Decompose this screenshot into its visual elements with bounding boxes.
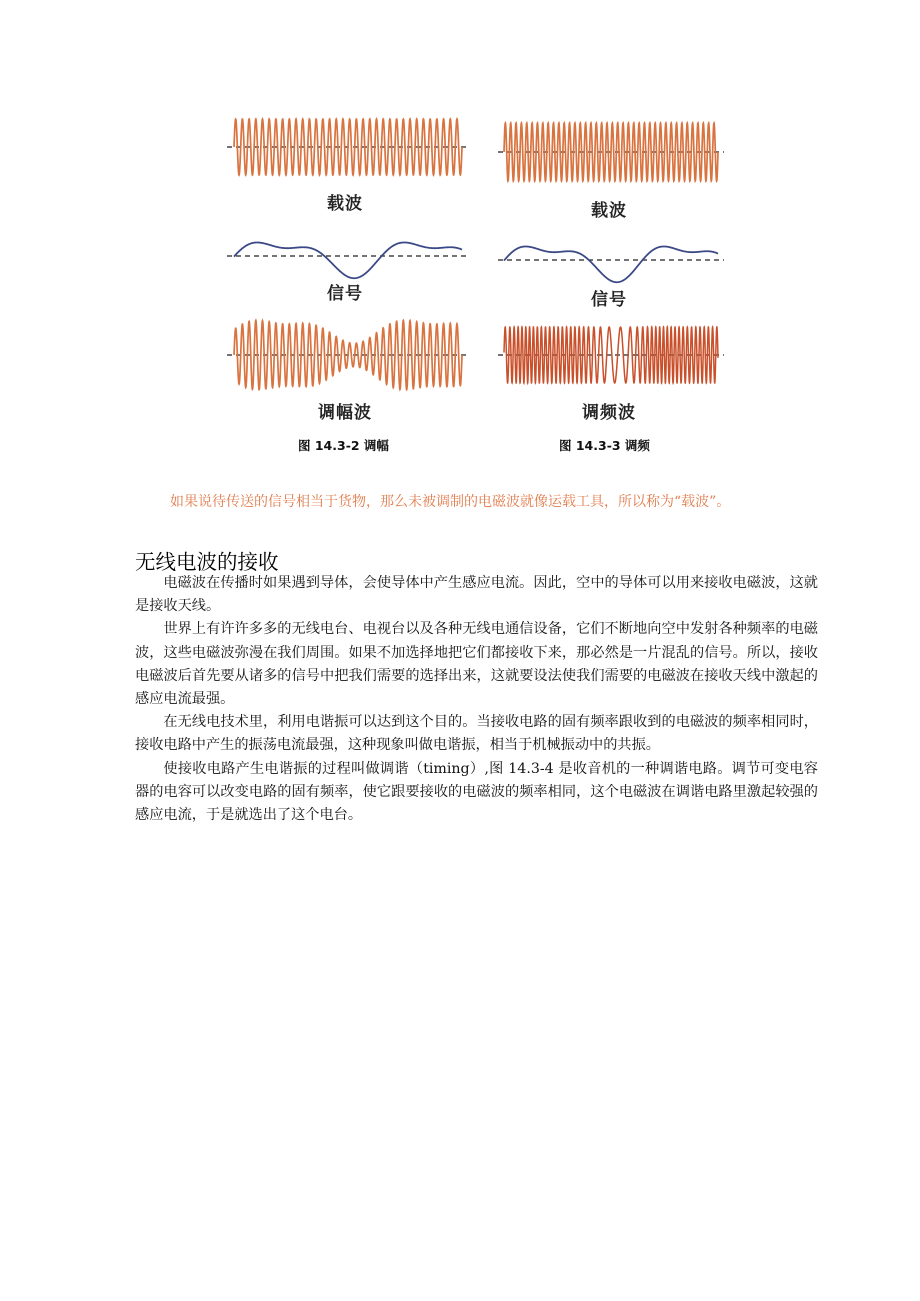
signal-curve: [504, 246, 718, 282]
carrier-note: 如果说待传送的信号相当于货物，那么未被调制的电磁波就像运载工具，所以称为“载波”。: [170, 494, 731, 510]
section-body: [135, 572, 818, 827]
am-curve: [234, 320, 462, 389]
signal-curve: [234, 242, 462, 278]
modulation-figure: [222, 100, 742, 462]
paragraph: 在无线电技术里，利用电谐振可以达到这个目的。当接收电路的固有频率跟收到的电磁波的频率相同时，接收电路中产生的振荡电流最强，这种现象叫做电谐振，相当于机械振动中的共振。: [135, 714, 818, 754]
am-signal-label: 信号: [327, 284, 363, 304]
am-carrier-label: 载波: [327, 194, 363, 214]
fm-modulated-label: 调频波: [582, 403, 636, 423]
fm-modulated-wave: [498, 327, 724, 383]
fm-carrier-wave: [498, 123, 724, 181]
paragraph: 电磁波在传播时如果遇到导体，会使导体中产生感应电流。因此，空中的导体可以用来接收电磁波，这就是接收天线。: [135, 575, 818, 615]
am-modulated-label: 调幅波: [318, 403, 372, 423]
am-signal-wave: [227, 242, 468, 278]
carrier-curve: [504, 123, 718, 181]
fm-signal-label: 信号: [591, 290, 627, 310]
fm-figure-caption: 图 14.3-3 调频: [559, 438, 650, 453]
am-carrier-wave: [227, 119, 468, 175]
section-title: 无线电波的接收: [135, 550, 279, 574]
fm-carrier-label: 载波: [591, 201, 627, 221]
fm-signal-wave: [498, 246, 724, 282]
am-figure-caption: 图 14.3-2 调幅: [298, 438, 389, 453]
paragraph: 世界上有许许多多的无线电台、电视台以及各种无线电通信设备，它们不断地向空中发射各种频率的电磁波，这些电磁波弥漫在我们周围。如果不加选择地把它们都接收下来，那必然是一片混乱的信号。所以，接收电磁波后首先要从诸多的信号中把我们需要的选择出来，这就要设法使我们需要的电磁波在接收天线中激起的感应电流最强。: [135, 621, 818, 708]
am-modulated-wave: [227, 320, 468, 389]
paragraph: 使接收电路产生电谐振的过程叫做调谐（timing）,图 14.3-4 是收音机的一种调谐电路。调节可变电容器的电容可以改变电路的固有频率，使它跟要接收的电磁波的频率相同，这个电磁波在调谐电路里激起较强的感应电流，于是就选出了这个电台。: [135, 760, 818, 824]
carrier-curve: [234, 119, 462, 175]
